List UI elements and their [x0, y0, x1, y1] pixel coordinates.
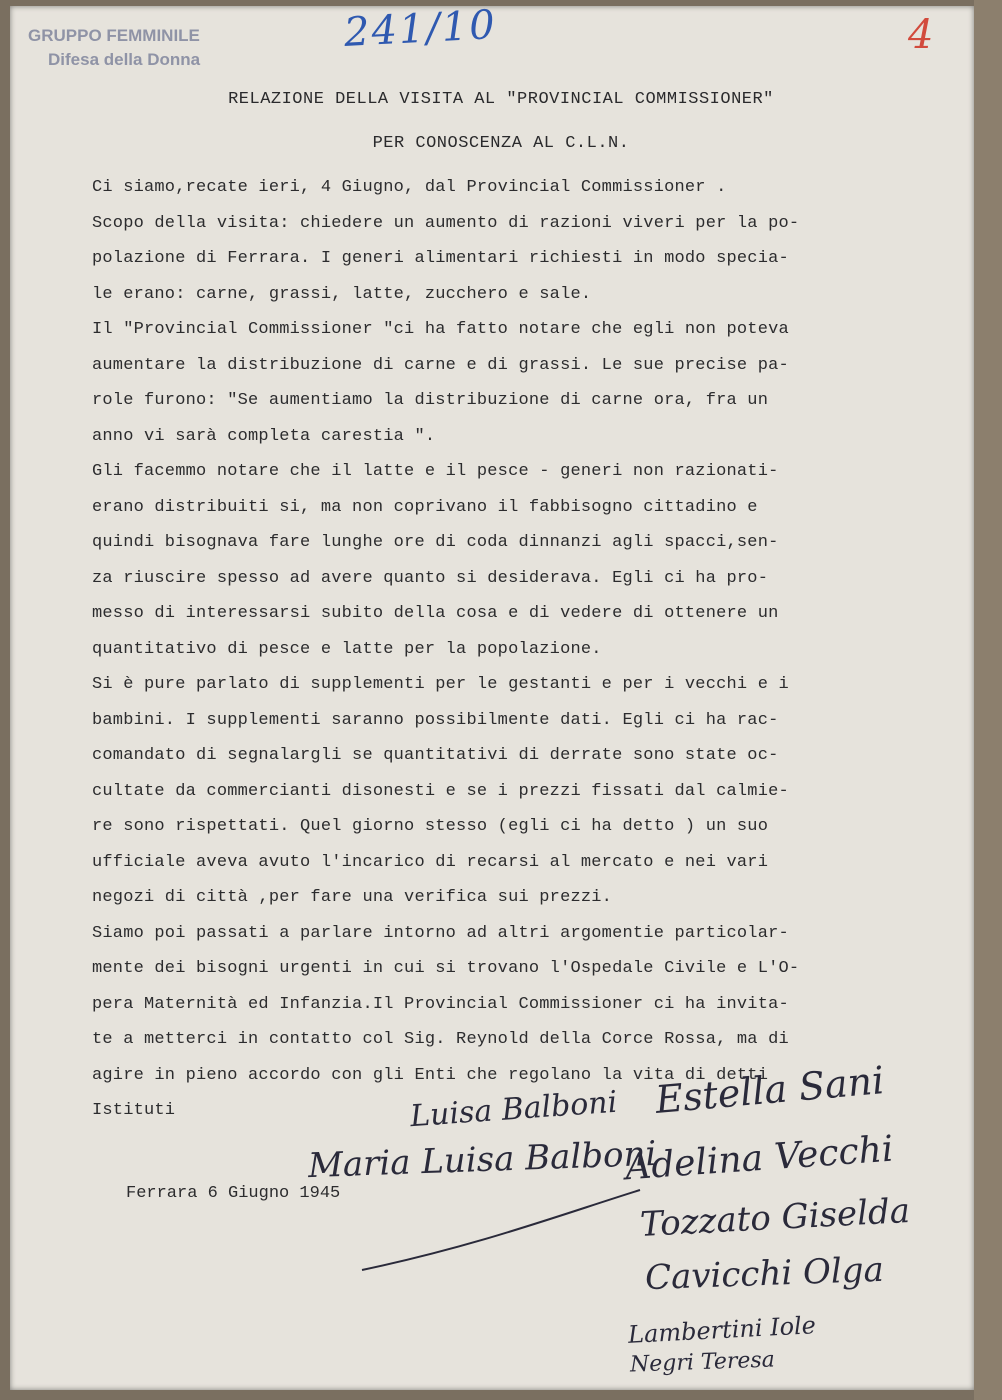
body-line: polazione di Ferrara. I generi alimentari richiesti in modo speciа- [92, 249, 789, 268]
signature-7: Lambertini Iole [627, 1311, 817, 1349]
page-number-mark: 4 [908, 12, 934, 58]
body-line: negozi di città ,per fare una verifica sui prezzi. [92, 888, 613, 907]
signature-4: Adelina Vecchi [623, 1128, 895, 1189]
body-line: role furono: "Se aumentiamo la distribuzione di carne ora, fra un [92, 391, 769, 410]
body-line: quindi bisognava fare lunghe ore di coda dinnanzi agli spacci,sen- [92, 533, 779, 552]
body-line: Scopo della visita: chiedere un aumento di razioni viveri per la po- [92, 213, 800, 233]
document-title: RELAZIONE DELLA VISITA AL "PROVINCIAL COMMISSIONER" [228, 90, 774, 109]
signature-6: Cavicchi Olga [644, 1249, 885, 1299]
body-line: erano distribuiti si, ma non coprivano il fabbisogno cittadino e [92, 497, 758, 517]
body-line: mente dei bisogni urgenti in cui si trovano l'Ospedale Civile e L'O- [92, 959, 800, 978]
body-line: Si è pure parlato di supplementi per le gestanti e per i vecchi e i [92, 675, 789, 694]
body-line: re sono rispettati. Quel giorno stesso (egli ci ha detto ) un suo [92, 817, 769, 836]
stamp-line-2: Difesa della Donna [48, 50, 201, 69]
body-line: za riuscire spesso ad avere quanto si desiderava. Egli ci ha pro- [92, 568, 769, 588]
signature-3: Maria Luisa Balboni [307, 1133, 657, 1187]
body-line: cultate da commercianti disonesti e se i prezzi fissati dal calmie- [92, 781, 789, 801]
body-line: le erano: carne, grassi, latte, zucchero e sale. [92, 284, 592, 304]
body-line: agire in pieno accordo con gli Enti che regolano la vita di detti [92, 1065, 769, 1085]
body-line: messo di interessarsi subito della cosa e di vedere di ottenere un [92, 604, 779, 623]
body-line: pera Maternità ed Infanzia.Il Provincial Commissioner ci ha invita- [92, 994, 789, 1014]
signature-1: Luisa Balboni [409, 1084, 619, 1135]
body-line: te a metterci in contatto col Sig. Reynold della Corce Rossa, ma di [92, 1030, 789, 1049]
body-line: bambini. I supplementi saranno possibilmente dati. Egli ci ha rac- [92, 710, 779, 730]
signature-5: Tozzato Giselda [639, 1190, 911, 1246]
body-line: Gli facemmo notare che il latte e il pesce - generi non razionati- [92, 462, 779, 481]
body-line: Siamo poi passati a parlare intorno ad altri argomentie particolar- [92, 923, 789, 943]
body-line: Istituti [92, 1101, 176, 1120]
body-line: comandato di segnalargli se quantitativi di derrate sono state oc- [92, 746, 779, 765]
body-line: aumentare la distribuzione di carne e di grassi. Le sue precise pa- [92, 355, 789, 375]
protocol-number: 241/10 [342, 2, 498, 56]
body-line: anno vi sarà completa carestia ". [92, 426, 436, 446]
body-line: ufficiale aveva avuto l'incarico di recarsi al mercato e nei vari [92, 852, 769, 872]
stamp-line-1: GRUPPO FEMMINILE [28, 26, 200, 45]
document-subtitle: PER CONOSCENZA AL C.L.N. [372, 134, 630, 153]
body-line: quantitativo di pesce e latte per la popolazione. [92, 639, 602, 659]
signature-8: Negri Teresa [629, 1347, 776, 1378]
place-and-date: Ferrara 6 Giugno 1945 [126, 1184, 341, 1203]
body-line: Ci siamo,recate ieri, 4 Giugno, dal Provincial Commissioner . [92, 178, 727, 197]
signature-2: Estella Sani [653, 1058, 886, 1122]
body-line: Il "Provincial Commissioner "ci ha fatto notare che egli non poteva [92, 320, 789, 339]
